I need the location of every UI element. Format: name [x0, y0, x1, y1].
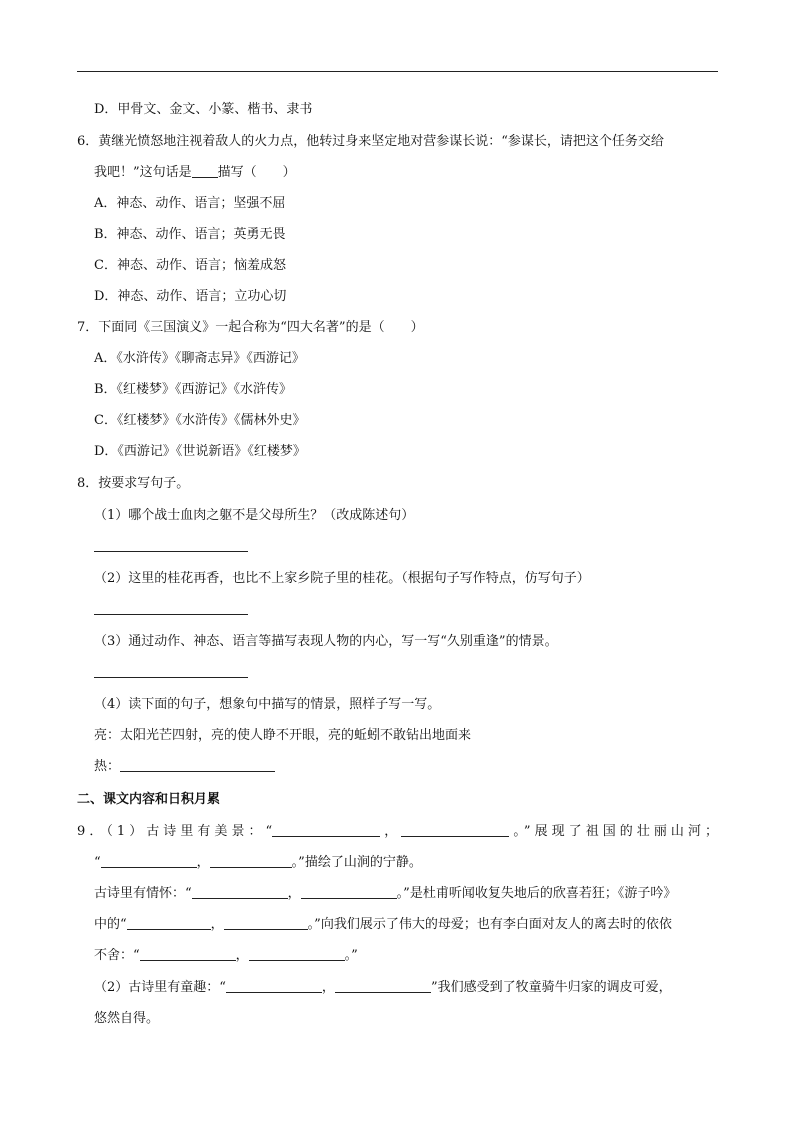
- q9-blank-10[interactable]: [249, 946, 345, 961]
- q6-stem-line2: 我吧！”这句话是 描写（ ）: [94, 165, 296, 180]
- q9-blank-4[interactable]: [210, 853, 292, 868]
- q6-option-a[interactable]: A．神态、动作、语言；坚强不屈: [94, 196, 286, 211]
- q9-blank-12[interactable]: [335, 978, 431, 993]
- q7-option-d[interactable]: D．《西游记》《世说新语》《红楼梦》: [94, 444, 306, 459]
- q6-option-b[interactable]: B．神态、动作、语言；英勇无畏: [94, 227, 286, 242]
- q8-sub3: （3）通过动作、神态、语言等描写表现人物的内心，写一写“久别重逢”的情景。: [94, 634, 558, 649]
- q9-blank-6[interactable]: [301, 884, 397, 899]
- q9-blank-8[interactable]: [224, 915, 308, 930]
- q8-answer-line-3[interactable]: [94, 677, 248, 678]
- q6-blank[interactable]: [192, 163, 218, 178]
- q8-answer-line-1[interactable]: [94, 551, 248, 552]
- q9-line3: 古诗里有情怀：“ ， 。”是杜甫听闻收复失地后的欣喜若狂；《游子吟》: [94, 886, 677, 901]
- q8-example: 亮：太阳光芒四射，亮的使人睁不开眼，亮的蚯蚓不敢钻出地面来: [94, 728, 472, 743]
- q9-line1: 9．（1）古诗里有美景：“ ， 。”展现了祖国的壮丽山河；: [77, 824, 718, 839]
- q9-blank-7[interactable]: [127, 915, 211, 930]
- q9-line5: 不舍：“ ， 。”: [94, 948, 358, 963]
- q9-blank-3[interactable]: [101, 853, 197, 868]
- q7-option-b[interactable]: B．《红楼梦》《西游记》《水浒传》: [94, 382, 293, 397]
- q5-option-d: D．甲骨文、金文、小篆、楷书、隶书: [94, 102, 313, 117]
- q9-line2: “ ， 。”描绘了山涧的宁静。: [94, 855, 422, 870]
- q8-sub2: （2）这里的桂花再香，也比不上家乡院子里的桂花。（根据句子写作特点，仿写句子）: [94, 571, 590, 586]
- q9-line7: 悠然自得。: [94, 1011, 160, 1026]
- q7-option-a[interactable]: A．《水浒传》《聊斋志异》《西游记》: [94, 351, 305, 366]
- q8-sub1: （1）哪个战士血肉之躯不是父母所生？（改成陈述句）: [94, 508, 415, 523]
- q8-answer-line-2[interactable]: [94, 614, 248, 615]
- q7-option-c[interactable]: C．《红楼梦》《水浒传》《儒林外史》: [94, 413, 306, 428]
- q9-blank-9[interactable]: [140, 946, 236, 961]
- section2-title: 二、课文内容和日积月累: [77, 792, 221, 807]
- q6-stem-line1: 6．黄继光愤怒地注视着敌人的火力点，他转过身来坚定地对营参谋长说：“参谋长，请把这个任务交给: [77, 134, 664, 149]
- q8-hot-line: 热：: [94, 757, 275, 777]
- header-rule: [77, 71, 718, 72]
- q8-stem: 8．按要求写句子。: [77, 476, 190, 491]
- q9-blank-11[interactable]: [226, 978, 322, 993]
- q6-option-d[interactable]: D．神态、动作、语言；立功心切: [94, 289, 287, 304]
- q8-hot-blank[interactable]: [120, 757, 275, 772]
- q6-option-c[interactable]: C．神态、动作、语言；恼羞成怒: [94, 258, 286, 273]
- q9-line4: 中的“ ， 。”向我们展示了伟大的母爱；也有李白面对友人的离去时的依依: [94, 917, 672, 932]
- q8-sub4: （4）读下面的句子，想象句中描写的情景，照样子写一写。: [94, 697, 441, 712]
- q9-blank-1[interactable]: [272, 822, 380, 837]
- q9-blank-2[interactable]: [401, 822, 509, 837]
- q9-blank-5[interactable]: [192, 884, 288, 899]
- q9-line6: （2）古诗里有童趣：“ ， ”我们感受到了牧童骑牛归家的调皮可爱，: [94, 980, 672, 995]
- q7-stem: 7．下面同《三国演义》一起合称为“四大名著”的是（ ）: [77, 320, 424, 335]
